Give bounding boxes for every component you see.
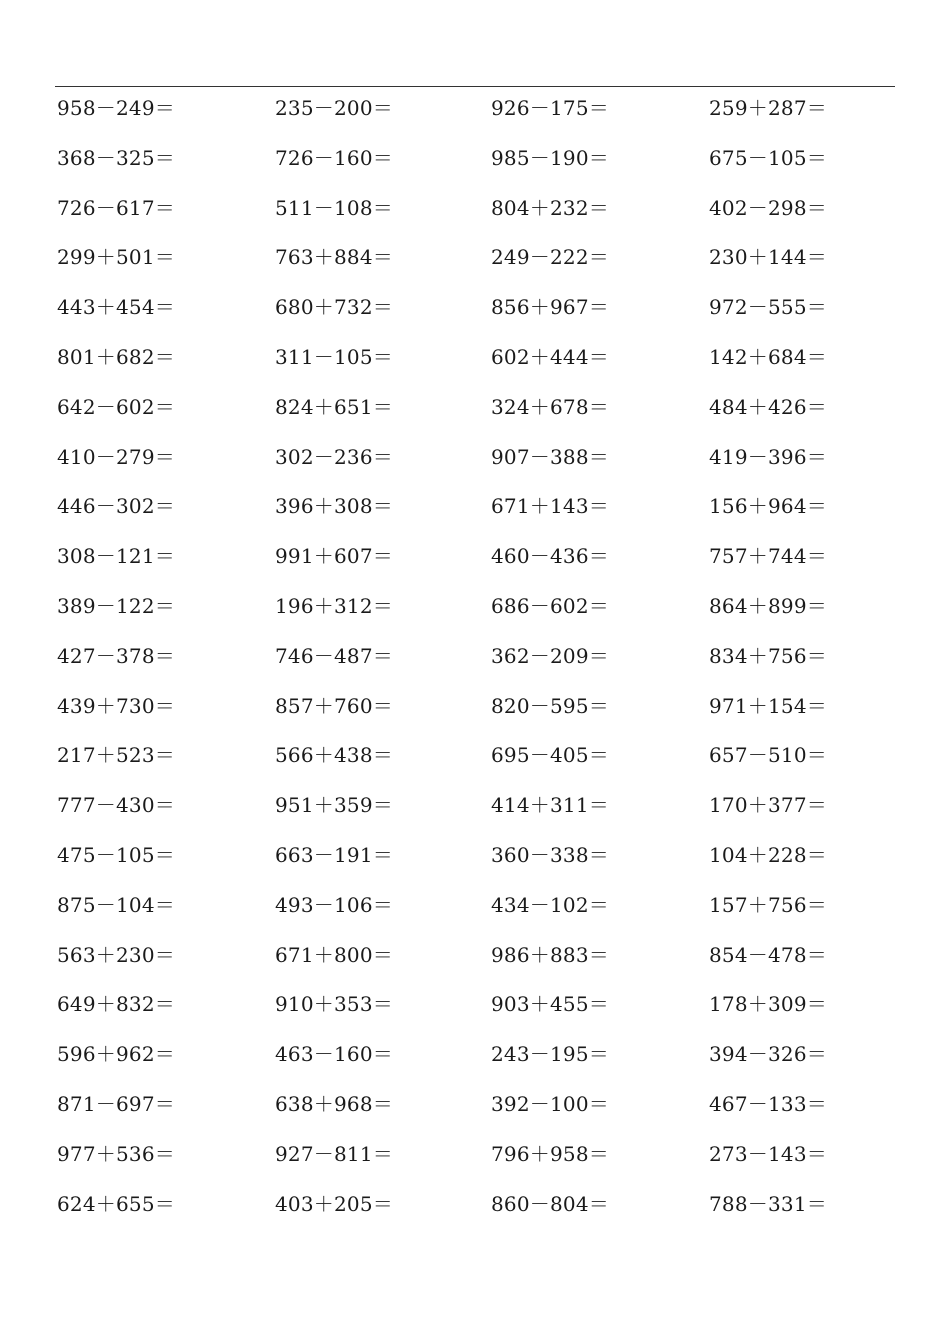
math-problem: 638＋968＝ bbox=[275, 1091, 393, 1116]
math-problem: 230＋144＝ bbox=[709, 245, 827, 270]
math-problem: 875－104＝ bbox=[57, 892, 175, 917]
math-problem: 243－195＝ bbox=[491, 1042, 609, 1067]
math-problem: 726－160＝ bbox=[275, 145, 393, 170]
math-problem: 907－388＝ bbox=[491, 444, 609, 469]
math-problem: 308－121＝ bbox=[57, 544, 175, 569]
math-problem: 439＋730＝ bbox=[57, 693, 175, 718]
math-problem: 972－555＝ bbox=[709, 295, 827, 320]
math-problem: 820－595＝ bbox=[491, 693, 609, 718]
math-problem: 864＋899＝ bbox=[709, 593, 827, 618]
math-problem: 903＋455＝ bbox=[491, 992, 609, 1017]
math-problem: 657－510＝ bbox=[709, 743, 827, 768]
math-problem: 854－478＝ bbox=[709, 942, 827, 967]
math-problem: 977＋536＝ bbox=[57, 1141, 175, 1166]
math-problem: 757＋744＝ bbox=[709, 544, 827, 569]
math-problem: 824＋651＝ bbox=[275, 394, 393, 419]
math-problem: 642－602＝ bbox=[57, 394, 175, 419]
math-problem: 389－122＝ bbox=[57, 593, 175, 618]
math-problem: 302－236＝ bbox=[275, 444, 393, 469]
math-problem: 235－200＝ bbox=[275, 96, 393, 120]
math-problem: 156＋964＝ bbox=[709, 494, 827, 519]
math-problem: 926－175＝ bbox=[491, 96, 609, 120]
math-problem: 475－105＝ bbox=[57, 842, 175, 867]
math-problem: 860－804＝ bbox=[491, 1191, 609, 1216]
math-problem: 671＋143＝ bbox=[491, 494, 609, 519]
math-problem: 927－811＝ bbox=[275, 1141, 393, 1166]
math-problem: 396＋308＝ bbox=[275, 494, 393, 519]
math-problem: 142＋684＝ bbox=[709, 344, 827, 369]
math-problem: 804＋232＝ bbox=[491, 195, 609, 220]
math-problem: 392－100＝ bbox=[491, 1091, 609, 1116]
math-problem: 324＋678＝ bbox=[491, 394, 609, 419]
math-problem: 991＋607＝ bbox=[275, 544, 393, 569]
top-rule bbox=[55, 86, 895, 87]
math-problem: 410－279＝ bbox=[57, 444, 175, 469]
math-problem: 249－222＝ bbox=[491, 245, 609, 270]
math-problem: 871－697＝ bbox=[57, 1091, 175, 1116]
math-problem: 402－298＝ bbox=[709, 195, 827, 220]
math-problem: 675－105＝ bbox=[709, 145, 827, 170]
math-problem: 170＋377＝ bbox=[709, 793, 827, 818]
math-problem: 360－338＝ bbox=[491, 842, 609, 867]
math-problem: 467－133＝ bbox=[709, 1091, 827, 1116]
math-problem: 986＋883＝ bbox=[491, 942, 609, 967]
math-problem: 299＋501＝ bbox=[57, 245, 175, 270]
math-problem: 958－249＝ bbox=[57, 96, 175, 120]
math-problem: 394－326＝ bbox=[709, 1042, 827, 1067]
math-problem: 777－430＝ bbox=[57, 793, 175, 818]
math-problem: 596＋962＝ bbox=[57, 1042, 175, 1067]
math-problem: 443＋454＝ bbox=[57, 295, 175, 320]
math-problem: 427－378＝ bbox=[57, 643, 175, 668]
math-problem: 259＋287＝ bbox=[709, 96, 827, 120]
math-problem: 104＋228＝ bbox=[709, 842, 827, 867]
math-problem: 157＋756＝ bbox=[709, 892, 827, 917]
math-problem: 671＋800＝ bbox=[275, 942, 393, 967]
math-problem: 971＋154＝ bbox=[709, 693, 827, 718]
math-problem: 368－325＝ bbox=[57, 145, 175, 170]
math-problem: 196＋312＝ bbox=[275, 593, 393, 618]
math-problem: 460－436＝ bbox=[491, 544, 609, 569]
math-problem: 985－190＝ bbox=[491, 145, 609, 170]
math-problem: 446－302＝ bbox=[57, 494, 175, 519]
math-problem: 178＋309＝ bbox=[709, 992, 827, 1017]
math-problem: 311－105＝ bbox=[275, 344, 393, 369]
math-problem: 951＋359＝ bbox=[275, 793, 393, 818]
math-problem: 680＋732＝ bbox=[275, 295, 393, 320]
math-problem: 695－405＝ bbox=[491, 743, 609, 768]
math-problem: 403＋205＝ bbox=[275, 1191, 393, 1216]
math-problem: 834＋756＝ bbox=[709, 643, 827, 668]
math-problem: 362－209＝ bbox=[491, 643, 609, 668]
math-problem: 484＋426＝ bbox=[709, 394, 827, 419]
problem-grid bbox=[57, 94, 897, 1239]
math-problem: 273－143＝ bbox=[709, 1141, 827, 1166]
math-problem: 649＋832＝ bbox=[57, 992, 175, 1017]
math-problem: 563＋230＝ bbox=[57, 942, 175, 967]
math-problem: 663－191＝ bbox=[275, 842, 393, 867]
math-problem: 788－331＝ bbox=[709, 1191, 827, 1216]
math-problem: 763＋884＝ bbox=[275, 245, 393, 270]
math-problem: 801＋682＝ bbox=[57, 344, 175, 369]
math-problem: 463－160＝ bbox=[275, 1042, 393, 1067]
math-problem: 857＋760＝ bbox=[275, 693, 393, 718]
math-problem: 910＋353＝ bbox=[275, 992, 393, 1017]
math-problem: 511－108＝ bbox=[275, 195, 393, 220]
math-problem: 217＋523＝ bbox=[57, 743, 175, 768]
math-problem: 566＋438＝ bbox=[275, 743, 393, 768]
math-problem: 419－396＝ bbox=[709, 444, 827, 469]
math-problem: 726－617＝ bbox=[57, 195, 175, 220]
math-problem: 414＋311＝ bbox=[491, 793, 609, 818]
math-problem: 434－102＝ bbox=[491, 892, 609, 917]
math-problem: 796＋958＝ bbox=[491, 1141, 609, 1166]
math-problem: 856＋967＝ bbox=[491, 295, 609, 320]
math-problem: 746－487＝ bbox=[275, 643, 393, 668]
math-problem: 602＋444＝ bbox=[491, 344, 609, 369]
math-problem: 493－106＝ bbox=[275, 892, 393, 917]
math-problem: 686－602＝ bbox=[491, 593, 609, 618]
math-problem: 624＋655＝ bbox=[57, 1191, 175, 1216]
